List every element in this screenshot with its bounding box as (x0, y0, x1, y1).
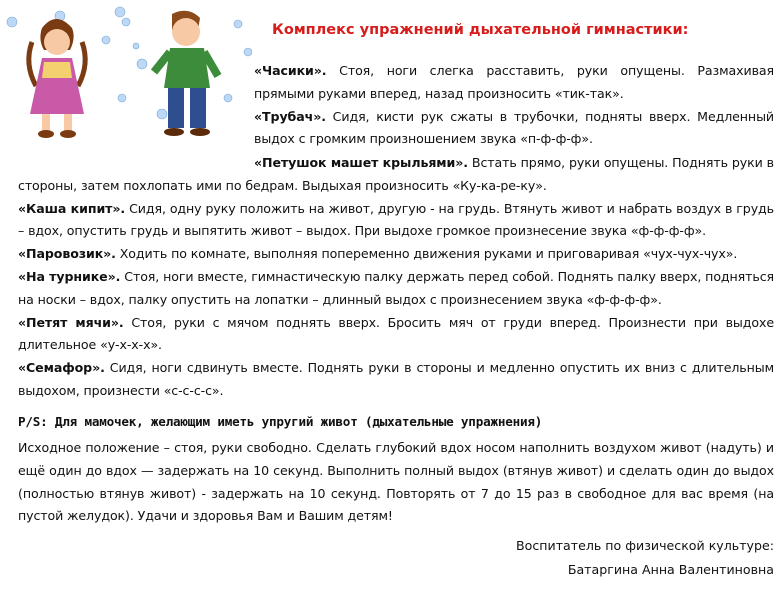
exercise-text: Стоя, руки с мячом поднять вверх. Бросить мяч от груди вперед. Произнести при выдохе длительное «у-х-х-х». (18, 314, 774, 353)
exercise-name: «Каша кипит». (18, 200, 126, 216)
exercise-text: Встать прямо, руки опущены. Поднять руки в стороны, затем похлопать ими по бедрам. Выдыхая произносить «Ку-ка-ре-ку». (18, 155, 774, 193)
exercise-item (18, 357, 774, 403)
children-breathing-illustration (2, 2, 252, 142)
exercise-item (254, 60, 774, 106)
exercise-name: «Семафор». (18, 360, 105, 376)
exercise-text: Сидя, ноги сдвинуть вместе. Поднять руки в стороны и медленно опустить их вниз с длительным выдохом, произнести «с-с-с-с». (18, 360, 774, 398)
exercise-item (18, 266, 774, 312)
signature-role: Воспитатель по физической культуре: (516, 538, 774, 553)
exercise-block-top (254, 60, 774, 151)
ps-paragraph: Исходное положение – стоя, руки свободно. Сделать глубокий вдох носом наполнить воздухом живот (надуть) и ещё один до вдох — задержать на 10 секунд. Выполнить полный выдох (втянув живот) и сделать один до выдох (полностью втянув живот) - задержать на 10 секунд. Повторять от 7 до 15 раз в свободное для вас время (на пустой желудок). Удачи и здоровья Вам и Вашим детям! (18, 440, 774, 524)
exercise-text: Сидя, кисти рук сжаты в трубочки, подняты вверх. Медленный выдох с громким произношением звука «п-ф-ф-ф». (254, 108, 774, 147)
exercise-item (254, 106, 774, 152)
signature-name: Батаргина Анна Валентиновна (567, 562, 774, 577)
page-title: Комплекс упражнений дыхательной гимнастики: (272, 22, 689, 38)
exercise-item (18, 152, 774, 198)
exercise-name: «Петят мячи». (18, 314, 124, 330)
exercise-name: «Трубач». (254, 108, 326, 124)
exercise-text: Сидя, одну руку положить на живот, другую - на грудь. Втянуть живот и набрать воздух в грудь – вдох, опустить грудь и выпятить живот – выдох. При выдохе громкое произнесение звука «ф-ф-ф-ф». (18, 200, 774, 239)
exercise-item (18, 243, 774, 266)
exercise-text: Стоя, ноги вместе, гимнастическую палку держать перед собой. Поднять палку вверх, подняться на носки – вдох, палку опустить на лопатки – длинный выдох с произнесением звука «ф-ф-ф-ф». (18, 268, 774, 307)
exercise-text: Ходить по комнате, выполняя попеременно движения руками и приговаривая «чух-чух-чух». (115, 246, 738, 262)
ps-heading: P/S: Для мамочек, желающим иметь упругий живот (дыхательные упражнения) (18, 414, 543, 429)
exercise-block-full (18, 152, 774, 403)
exercise-item (18, 198, 774, 244)
exercise-item (18, 312, 774, 358)
exercise-name: «Часики». (254, 63, 327, 78)
girl-figure (29, 19, 85, 138)
exercise-name: «Петушок машет крыльями». (254, 155, 468, 170)
exercise-name: «Паровозик». (18, 246, 116, 262)
exercise-text: Стоя, ноги слегка расставить, руки опущены. Размахивая прямыми руками вперед, назад произносить «тик-так». (254, 63, 774, 101)
exercise-name: «На турнике». (18, 268, 121, 284)
